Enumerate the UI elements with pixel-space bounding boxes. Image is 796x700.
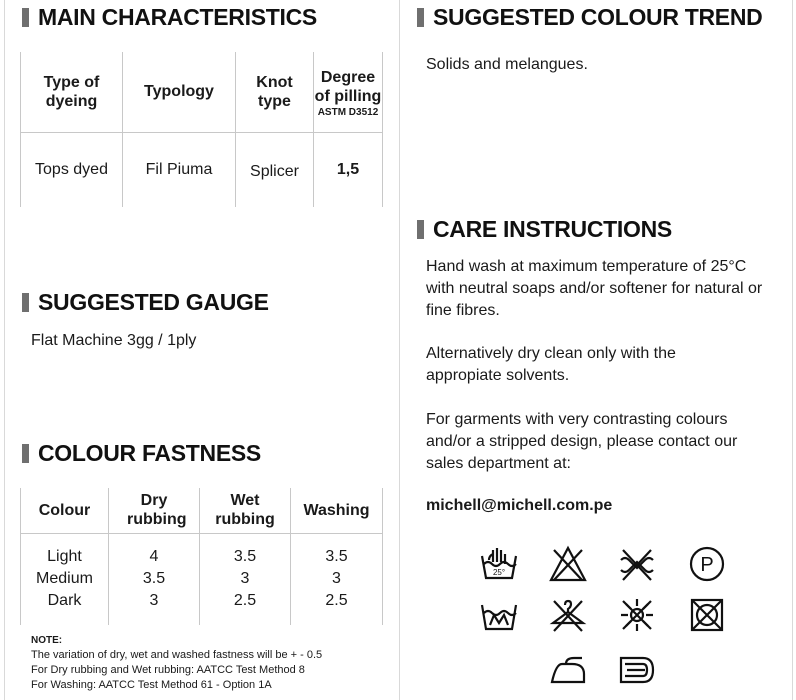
dry-clean-letter: P [700, 554, 714, 576]
dry-dark: 3 [149, 592, 159, 610]
no-wring-icon [617, 544, 657, 584]
suggested-gauge-heading [22, 289, 269, 316]
colour-fastness-heading [22, 440, 261, 467]
heading-bar [22, 293, 29, 312]
heading-bar [22, 444, 29, 463]
value-type-of-dyeing: Tops dyed [21, 132, 123, 207]
colour-fastness-table [20, 488, 383, 625]
hand-wash-icon [479, 544, 519, 584]
dry-clean-p-icon [687, 544, 727, 584]
iron-icon [548, 650, 588, 690]
sales-email: michell@michell.com.pe [426, 497, 613, 514]
colour-fastness-title: COLOUR FASTNESS [38, 440, 261, 466]
header-degree-of-pilling [314, 52, 383, 132]
washing-dark: 2.5 [325, 592, 348, 610]
no-machine-wash-icon [479, 595, 519, 635]
degree-of-pilling-label: Degree of pilling [314, 69, 382, 106]
main-characteristics-heading [22, 4, 317, 31]
care-instructions-heading [417, 216, 672, 243]
note-label: NOTE: [31, 635, 63, 646]
heading-bar [417, 220, 424, 239]
heading-bar [417, 8, 424, 27]
heading-bar [22, 8, 29, 27]
wet-dark: 2.5 [233, 592, 257, 610]
characteristics-table [20, 52, 383, 207]
colour-trend-text: Solids and melangues. [426, 56, 588, 73]
care-instructions-title: CARE INSTRUCTIONS [433, 216, 672, 242]
header-typology: Typology [123, 52, 236, 132]
care-paragraph-2: Alternatively dry clean only with the appropiate solvents. [426, 345, 676, 384]
suggested-gauge-title: SUGGESTED GAUGE [38, 289, 269, 315]
center-divider [399, 0, 400, 700]
no-tumble-dry-icon [687, 595, 727, 635]
washing-column [291, 533, 383, 625]
colour-column [21, 533, 109, 625]
colour-trend-heading [417, 4, 762, 31]
no-hanging-icon [548, 595, 588, 635]
care-paragraph-1: Hand wash at maximum temperature of 25°C with neutral soaps and/or softener for natural or fine fibres. [426, 258, 763, 319]
value-degree-of-pilling: 1,5 [314, 132, 383, 207]
wet-medium: 3 [240, 570, 250, 588]
washing-medium: 3 [332, 570, 341, 588]
header-washing: Washing [291, 488, 383, 533]
no-bleach-icon [548, 544, 588, 584]
header-colour: Colour [21, 488, 109, 533]
dry-light: 4 [149, 548, 159, 566]
wet-light: 3.5 [233, 548, 257, 566]
header-knot-type: Knot type [236, 52, 314, 132]
washing-light: 3.5 [325, 548, 348, 566]
main-characteristics-title: MAIN CHARACTERISTICS [38, 4, 317, 30]
dry-medium: 3.5 [142, 570, 166, 588]
colour-light: Light [47, 548, 82, 566]
value-typology: Fil Piuma [123, 132, 236, 207]
colour-dark: Dark [47, 592, 82, 610]
left-divider [4, 0, 5, 700]
pilling-standard: ASTM D3512 [317, 107, 379, 119]
header-dry-rubbing: Dry rubbing [109, 488, 200, 533]
colour-medium: Medium [36, 570, 93, 588]
right-divider [792, 0, 793, 700]
dry-flat-icon [617, 650, 657, 690]
care-paragraph-3: For garments with very contrasting colours and/or a stripped design, please contact our sales department at: [426, 411, 738, 472]
header-type-of-dyeing: Type of dyeing [21, 52, 123, 132]
suggested-gauge-text: Flat Machine 3gg / 1ply [31, 332, 197, 349]
note-line-2: For Dry rubbing and Wet rubbing: AATCC Test Method 8 [31, 664, 305, 676]
header-wet-rubbing: Wet rubbing [200, 488, 291, 533]
note-line-1: The variation of dry, wet and washed fastness will be + - 0.5 [31, 649, 323, 661]
wash-temp-label: 25° [492, 568, 506, 577]
value-knot-type: Splicer [236, 132, 314, 207]
note-block [31, 633, 322, 693]
dry-rubbing-column [109, 533, 200, 625]
no-sun-icon [617, 595, 657, 635]
note-line-3: For Washing: AATCC Test Method 61 - Option 1A [31, 679, 272, 691]
colour-trend-title: SUGGESTED COLOUR TREND [433, 4, 763, 30]
wet-rubbing-column [200, 533, 291, 625]
